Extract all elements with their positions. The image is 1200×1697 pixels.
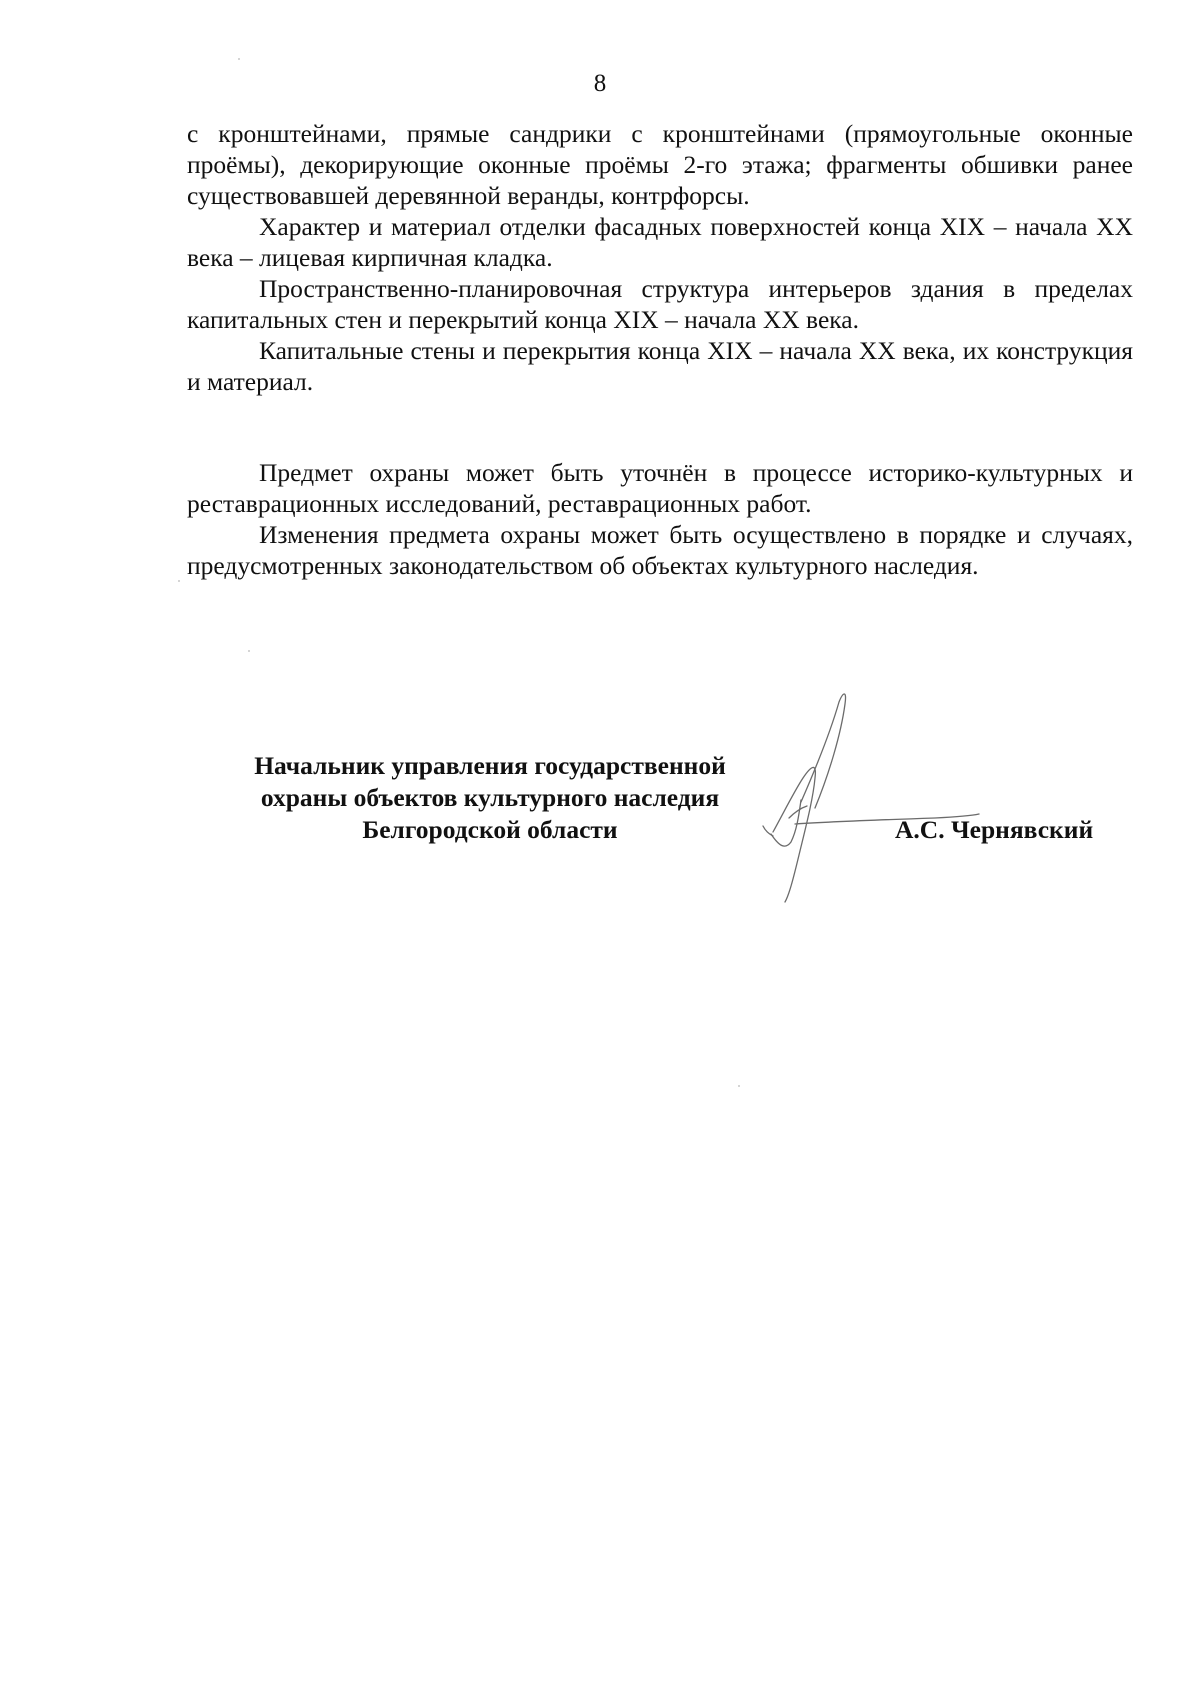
signatory-position-line: Начальник управления государственной — [254, 751, 726, 780]
signer-name: А.С. Чернявский — [895, 815, 1094, 844]
scan-speck — [738, 1085, 740, 1087]
document-body — [187, 118, 1133, 581]
signatory-position-line: охраны объектов культурного наследия — [260, 783, 720, 812]
paragraph-changes: Изменения предмета охраны может быть осуществлено в порядке и случаях, предусмотренных законодательством об объектах культурного наследия. — [187, 520, 1133, 580]
paragraph-protected-elements-continuation: с кронштейнами, прямые сандрики с кронштейнами (прямоугольные оконные проёмы), декорирующие оконные проёмы 2-го этажа; фрагменты обшивки ранее существовавшей деревянной веранды, контрфорсы. — [187, 119, 1133, 210]
paragraph-clarification: Предмет охраны может быть уточнён в процессе историко-культурных и реставрационных исследований, реставрационных работ. — [187, 458, 1133, 518]
paragraph-interior-structure: Пространственно-планировочная структура интерьеров здания в пределах капитальных стен и перекрытий конца XIX – начала XX века. — [187, 274, 1133, 334]
scan-speck — [238, 58, 240, 60]
scan-speck — [178, 580, 180, 582]
handwritten-signature — [755, 690, 995, 910]
scan-speck — [248, 650, 250, 652]
paragraph-capital-walls: Капитальные стены и перекрытия конца XIX – начала XX века, их конструкция и материал. — [187, 336, 1133, 396]
paragraph-facade-finish: Характер и материал отделки фасадных поверхностей конца XIX – начала XX века – лицевая кирпичная кладка. — [187, 212, 1133, 272]
page-number: 8 — [593, 70, 607, 97]
signatory-position-line: Белгородской области — [362, 815, 618, 844]
signatory-position — [210, 750, 770, 846]
